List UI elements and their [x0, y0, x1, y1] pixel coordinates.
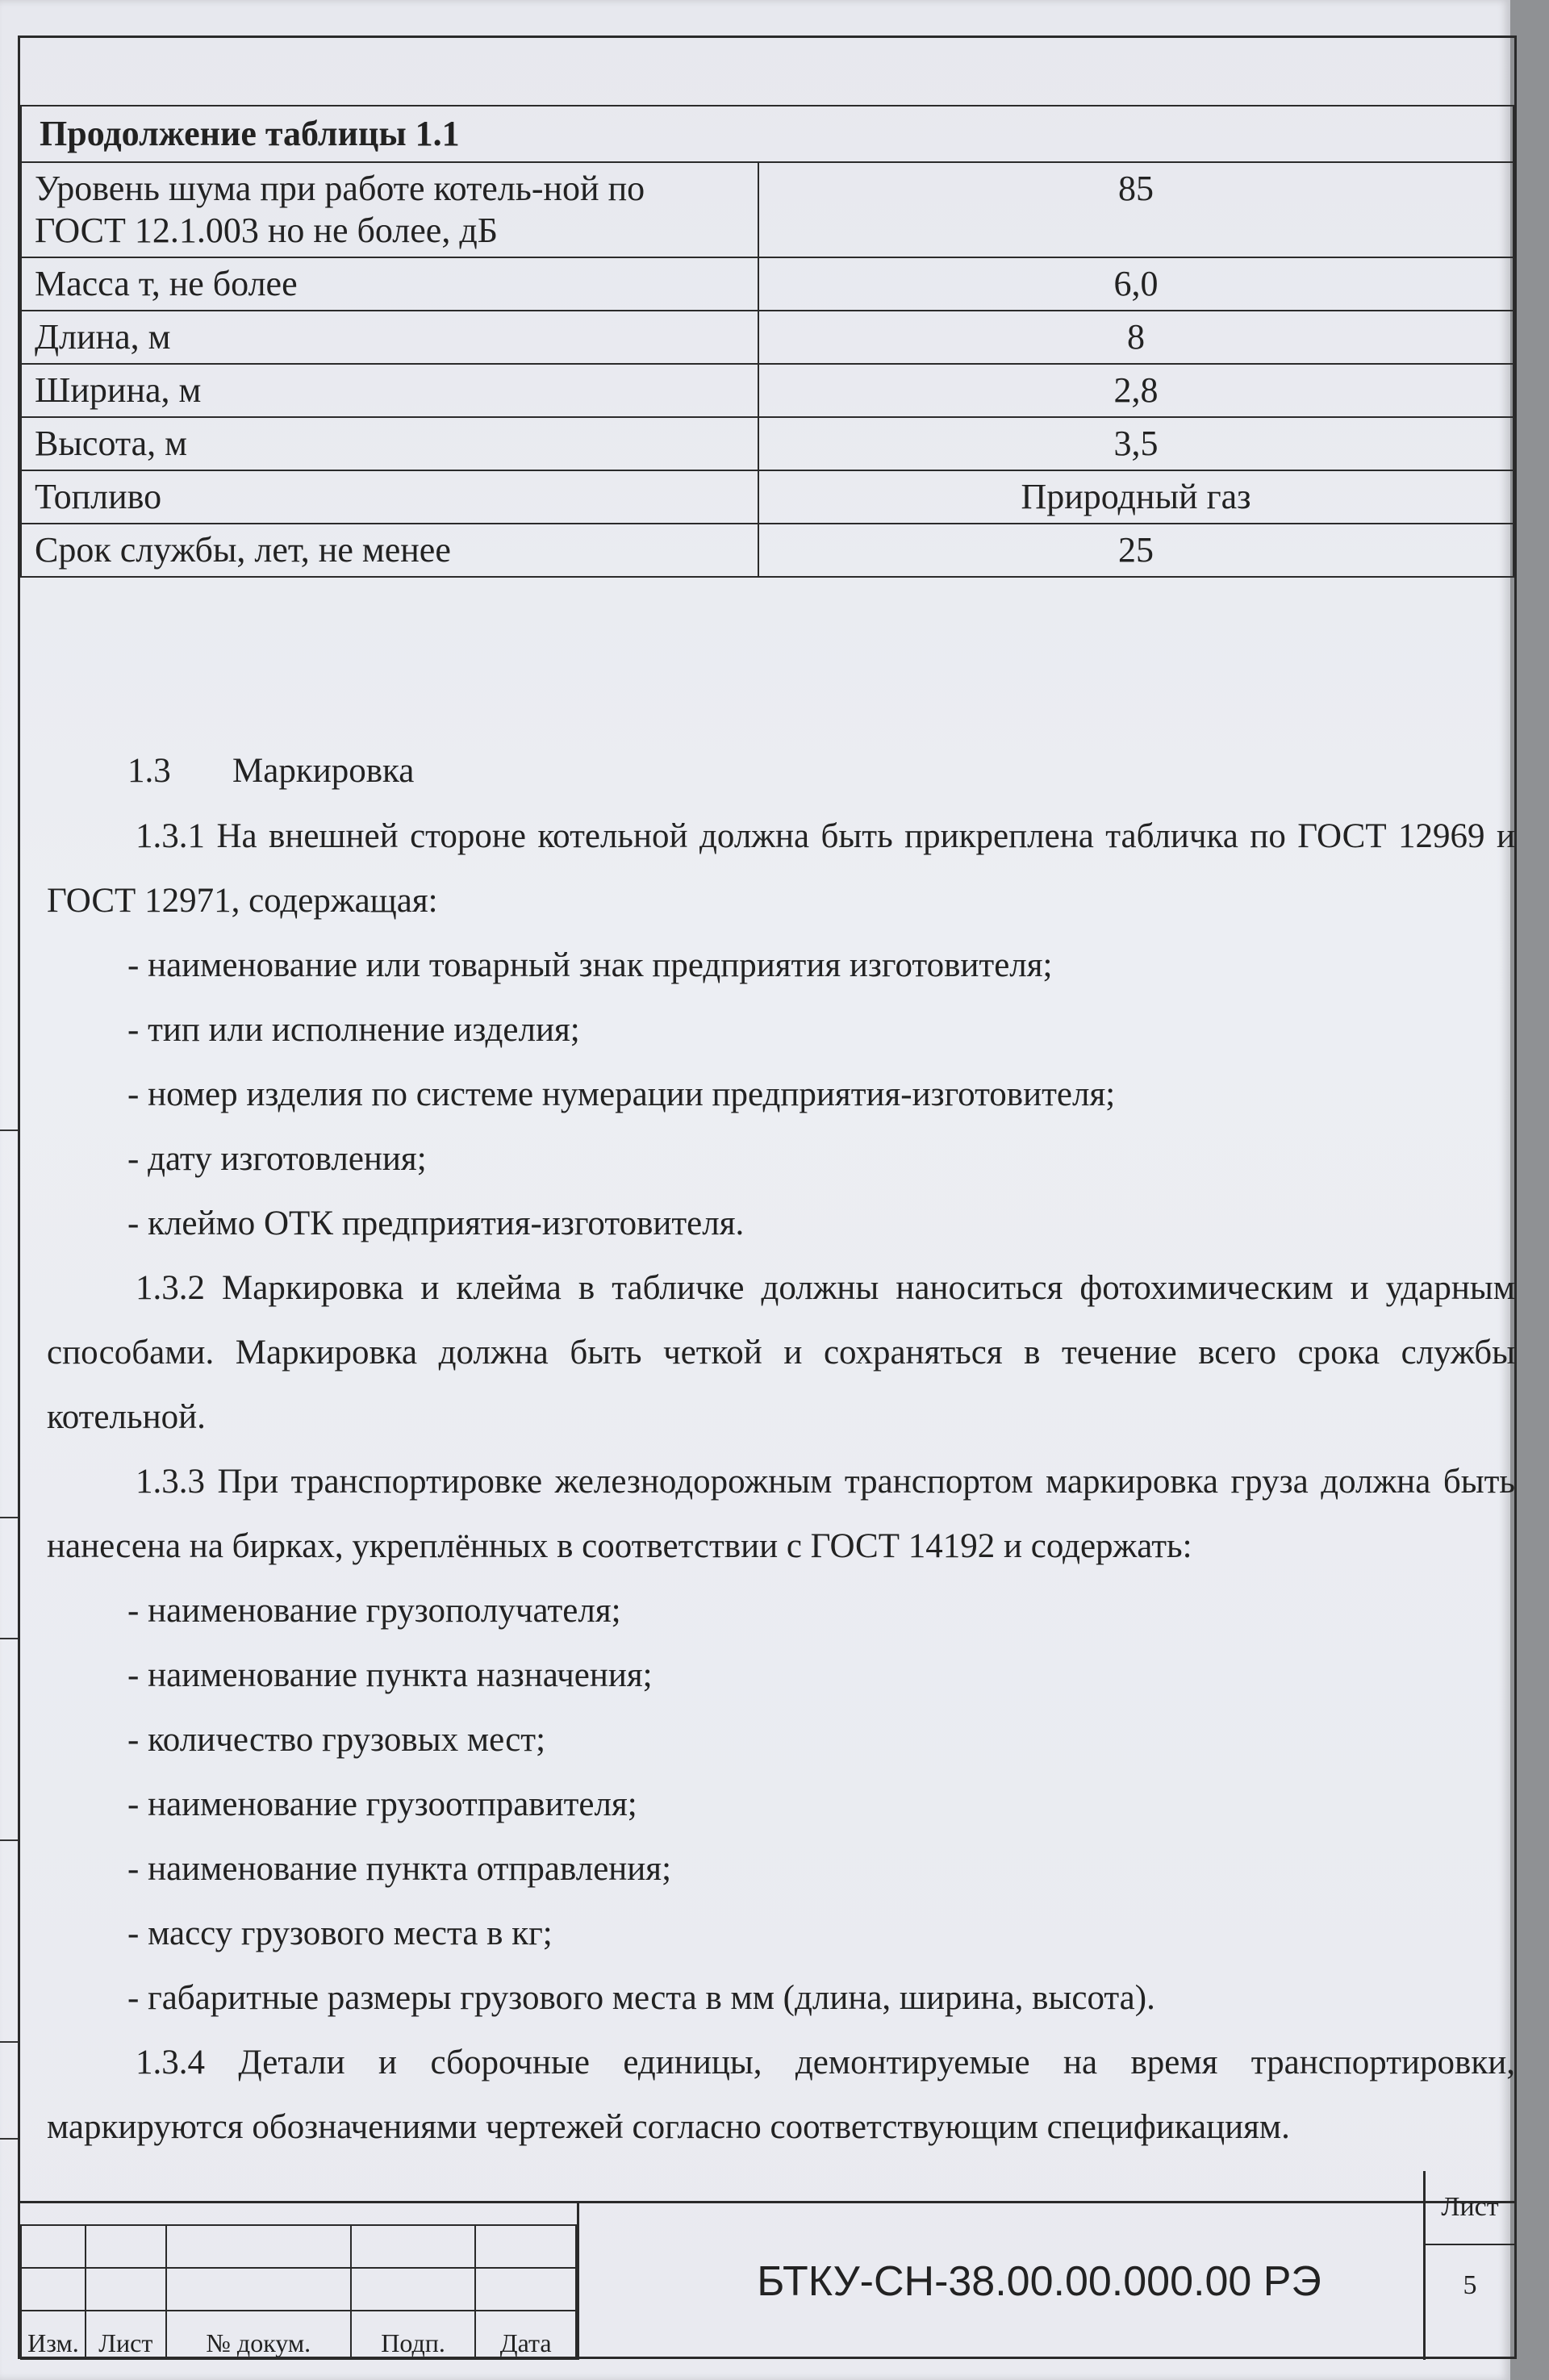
row-label: Длина, м	[21, 311, 758, 364]
cargo-marking-list	[47, 1579, 1515, 2031]
sheet-number: 5	[1463, 2270, 1477, 2300]
list-item: - наименование или товарный знак предприятия изготовителя;	[127, 933, 1515, 998]
list-item: - дату изготовления;	[127, 1127, 1515, 1192]
list-item: - клеймо ОТК предприятия-изготовителя.	[127, 1192, 1515, 1256]
col-label-date: Дата	[475, 2311, 576, 2359]
table-row	[21, 524, 1514, 577]
revision-grid	[20, 2224, 577, 2360]
col-label-change: Изм.	[21, 2311, 86, 2359]
row-label: Высота, м	[21, 417, 758, 470]
row-label: Уровень шума при работе котель-ной по ГОСТ 12.1.003 но не более, дБ	[21, 162, 758, 257]
paragraph-1-3-1: 1.3.1 На внешней стороне котельной должна быть прикреплена табличка по ГОСТ 12969 и ГОСТ 12971, содержащая:	[47, 817, 1515, 920]
table-caption-row	[21, 106, 1514, 162]
paragraph-1-3-3: 1.3.3 При транспортировке железнодорожным транспортом маркировка груза должна быть нанесена на бирках, укреплённых в соответствии с ГОСТ 14192 и содержать:	[47, 1463, 1515, 1565]
row-label: Ширина, м	[21, 364, 758, 417]
paragraph-1-3-2: 1.3.2 Маркировка и клейма в табличке должны наноситься фотохимическим и ударным способами. Маркировка должна быть четкой и сохраняться в течение всего срока службы котельной.	[47, 1269, 1515, 1436]
sheet-label: Лист	[1426, 2171, 1514, 2245]
list-item: - номер изделия по системе нумерации предприятия-изготовителя;	[127, 1063, 1515, 1127]
row-value: 25	[758, 524, 1514, 577]
row-label: Масса т, не более	[21, 257, 758, 311]
table-row	[21, 257, 1514, 311]
col-label-signature: Подп.	[351, 2311, 476, 2359]
document-body	[47, 738, 1515, 2160]
list-item: - наименование пункта отправления;	[127, 1837, 1515, 1902]
table-row	[21, 417, 1514, 470]
section-heading	[47, 738, 1515, 804]
paragraph-1-3-4: 1.3.4 Детали и сборочные единицы, демонтируемые на время транспортировки, маркируются обозначениями чертежей согласно соответствующим спецификациям.	[47, 2044, 1515, 2146]
row-value: 6,0	[758, 257, 1514, 311]
title-block	[20, 2192, 1514, 2360]
list-item: - наименование грузоотправителя;	[127, 1772, 1515, 1837]
row-value: 8	[758, 311, 1514, 364]
list-item: - наименование грузополучателя;	[127, 1579, 1515, 1643]
row-value: 3,5	[758, 417, 1514, 470]
row-value: Природный газ	[758, 470, 1514, 524]
list-item: - тип или исполнение изделия;	[127, 998, 1515, 1063]
table-row	[21, 470, 1514, 524]
table-row	[21, 162, 1514, 257]
col-label-doc-number: № докум.	[166, 2311, 351, 2359]
document-designation: БТКУ-СН-38.00.00.000.00 РЭ	[577, 2203, 1499, 2360]
section-number: 1.3	[127, 752, 171, 790]
table-row	[21, 364, 1514, 417]
sheet-box	[1423, 2171, 1514, 2360]
row-value: 85	[758, 162, 1514, 257]
row-label: Топливо	[21, 470, 758, 524]
row-label: Срок службы, лет, не менее	[21, 524, 758, 577]
list-item: - количество грузовых мест;	[127, 1708, 1515, 1772]
list-item: - массу грузового места в кг;	[127, 1902, 1515, 1966]
table-caption: Продолжение таблицы 1.1	[21, 106, 1514, 162]
nameplate-contents-list	[47, 933, 1515, 1256]
specs-table	[20, 105, 1514, 578]
list-item: - габаритные размеры грузового места в мм (длина, ширина, высота).	[127, 1966, 1515, 2031]
section-title: Маркировка	[232, 752, 415, 790]
col-label-sheet: Лист	[86, 2311, 166, 2359]
row-value: 2,8	[758, 364, 1514, 417]
list-item: - наименование пункта назначения;	[127, 1643, 1515, 1708]
table-row	[21, 311, 1514, 364]
